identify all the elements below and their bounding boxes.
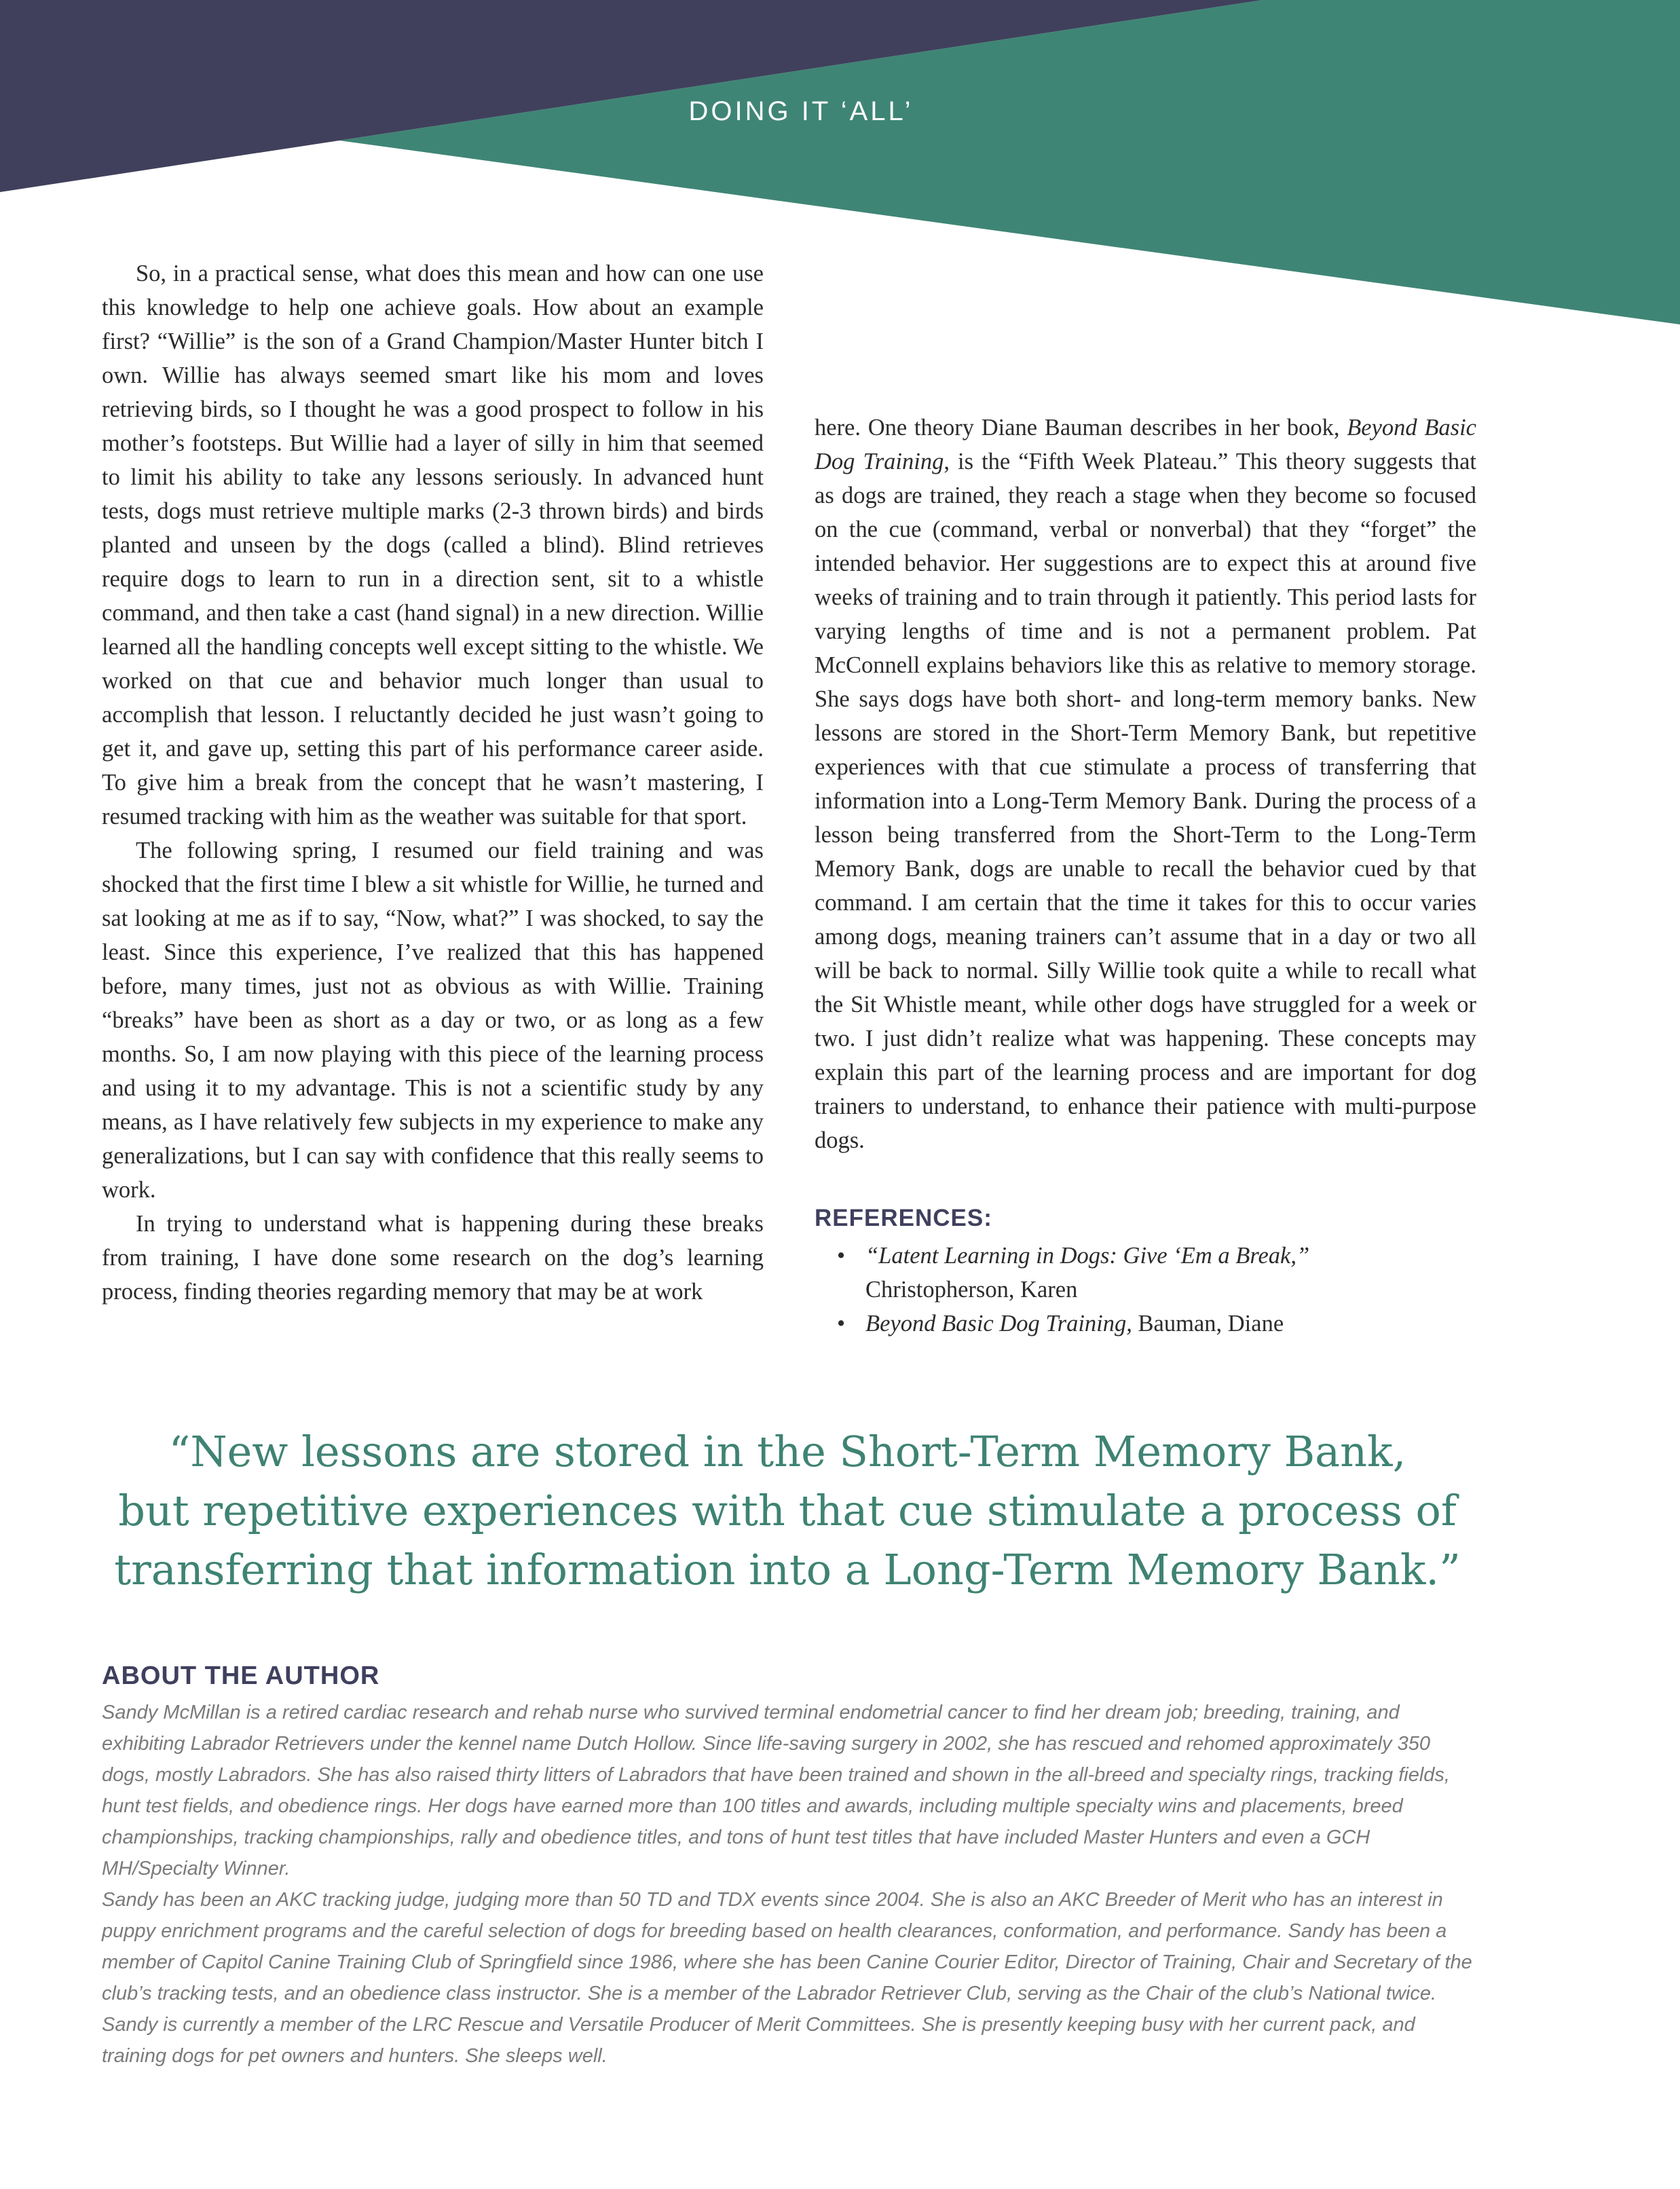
about-author-body	[102, 1697, 1480, 2072]
article-paragraph: The following spring, I resumed our field training and was shocked that the first time I blew a sit whistle for Willie, he turned and sat looking at me as if to say, “Now, what?” I was shocked, to say the least. Since this experience, I’ve realized that this has happened before, many times, just not as obvious as with Willie. Training “breaks” have been as short as a day or two, or as long as a few months. So, I am now playing with this piece of the learning process and using it to my advantage. This is not a scientific study by any means, as I have relatively few subjects in my experience to make any generalizations, but I can say with confidence that this really seems to work.	[102, 838, 764, 1203]
references-list	[815, 1239, 1476, 1341]
reference-title: Beyond Basic Dog Training,	[865, 1311, 1132, 1336]
author-bio-paragraph: Sandy McMillan is a retired cardiac research and rehab nurse who survived terminal endometrial cancer to find her dream job; breeding, training, and exhibiting Labrador Retrievers under the kennel name Dutch Hollow. Since life-saving surgery in 2002, she has rescued and rehomed approximately 350 dogs, mostly Labradors. She has also raised thirty litters of Labradors that have been trained and shown in the all-breed and specialty rings, tracking fields, hunt test fields, and obedience rings. Her dogs have earned more than 100 titles and awards, including multiple specialty wins and placements, breed championships, tracking championships, rally and obedience titles, and tons of hunt test titles that have included Master Hunters and even a GCH MH/Specialty Winner.	[102, 1702, 1450, 1879]
author-bio-paragraph: Sandy has been an AKC tracking judge, judging more than 50 TD and TDX events since 2004. She is also an AKC Breeder of Merit who has an interest in puppy enrichment programs and the careful selection of dogs for breeding based on health clearances, conformation, and performance. Sandy has been a member of Capitol Canine Training Club of Springfield since 1986, where she has been Canine Courier Editor, Director of Training, Chair and Secretary of the club’s tracking tests, and an obedience class instructor. She is a member of the Labrador Retriever Club, serving as the Chair of the club’s National twice. Sandy is currently a member of the LRC Rescue and Versatile Producer of Merit Committees. She is presently keeping busy with her current pack, and training dogs for pet owners and hunters. She sleeps well.	[102, 1889, 1472, 2067]
pull-quote-line: transferring that information into a Long-Term Memory Bank.”	[114, 1545, 1461, 1594]
pull-quote-line: but repetitive experiences with that cue stimulate a process of	[118, 1486, 1457, 1535]
section-title: DOING IT ‘ALL’	[688, 96, 914, 126]
paragraph-text: , is the “Fifth Week Plateau.” This theory suggests that as dogs are trained, they reach a stage when they become so focused on the cue (command, verbal or nonverbal) that they “forget” the intended behavior. Her suggestions are to expect this at around five weeks of training and to train through it patiently. This period lasts for varying lengths of time and is not a permanent problem. Pat McConnell explains behaviors like this as relative to memory storage. She says dogs have both short- and long-term memory banks. New lessons are stored in the Short-Term Memory Bank, but repetitive experiences with that cue stimulate a process of transferring that information into a Long-Term Memory Bank. During the process of a lesson being transferred from the Short-Term to the Long-Term Memory Bank, dogs are unable to recall the behavior cued by that command. I am certain that the time it takes for this to occur varies among dogs, meaning trainers can’t assume that in a day or two all will be back to normal. Silly Willie took quite a while to recall what the Sit Whistle meant, while other dogs have struggled for a week or two. I just didn’t realize what was happening. These concepts may explain this part of the learning process and are important for dog trainers to understand, to enhance their patience with multi-purpose dogs.	[815, 449, 1476, 1153]
bullet: •	[837, 1243, 846, 1269]
article-paragraph-continued	[815, 411, 1476, 1157]
reference-item	[815, 1239, 1476, 1307]
article-left-column	[102, 257, 764, 1309]
pull-quote	[102, 1422, 1473, 1599]
reference-title: “Latent Learning in Dogs: Give ‘Em a Break,”	[865, 1243, 1310, 1269]
reference-author: Bauman, Diane	[1132, 1311, 1284, 1336]
paragraph-text: here. One theory Diane Bauman describes in her book,	[815, 415, 1347, 441]
reference-item	[815, 1307, 1476, 1341]
book-title: Beyond Basic Dog Training	[815, 415, 1476, 474]
about-author-heading: ABOUT THE AUTHOR	[102, 1662, 380, 1690]
references-heading: REFERENCES:	[815, 1205, 992, 1231]
article-paragraph: In trying to understand what is happening during these breaks from training, I have done some research on the dog’s learning process, finding theories regarding memory that may be at work	[102, 1211, 764, 1305]
pull-quote-line: “New lessons are stored in the Short-Term Memory Bank,	[168, 1427, 1406, 1476]
reference-author: Christopherson, Karen	[865, 1277, 1078, 1303]
article-right-column	[815, 411, 1476, 1157]
bullet: •	[837, 1311, 846, 1336]
article-paragraph: So, in a practical sense, what does this mean and how can one use this knowledge to help one achieve goals. How about an example first? “Willie” is the son of a Grand Champion/Master Hunter bitch I own. Willie has always seemed smart like his mom and loves retrieving birds, so I thought he was a good prospect to follow in his mother’s footsteps. But Willie had a layer of silly in him that seemed to limit his ability to take any lessons seriously. In advanced hunt tests, dogs must retrieve multiple marks (2-3 thrown birds) and birds planted and unseen by the dogs (called a blind). Blind retrieves require dogs to learn to run in a direction sent, sit to a whistle command, and then take a cast (hand signal) in a new direction. Willie learned all the handling concepts well except sitting to the whistle. We worked on that cue and behavior much longer than usual to accomplish that lesson. I reluctantly decided he just wasn’t going to get it, and gave up, setting this part of his performance career aside. To give him a break from the concept that he wasn’t mastering, I resumed tracking with him as the weather was suitable for that sport.	[102, 261, 764, 829]
